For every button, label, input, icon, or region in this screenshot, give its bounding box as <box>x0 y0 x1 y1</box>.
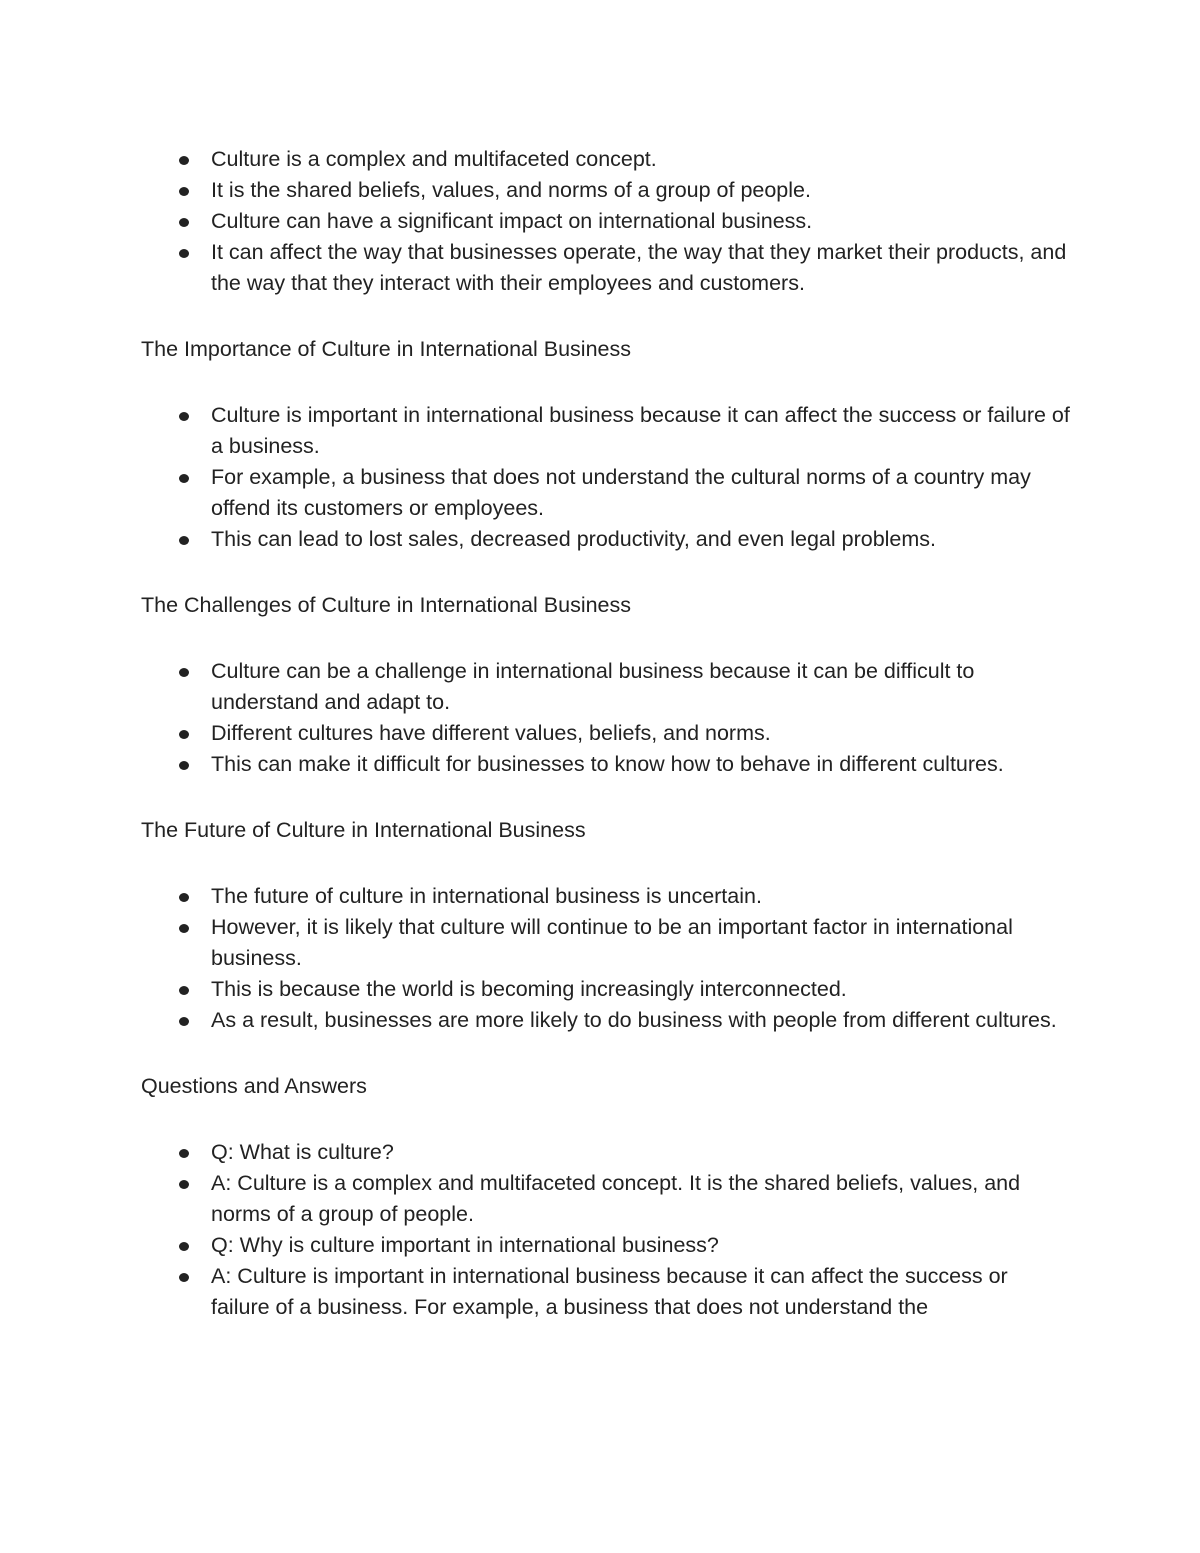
section-heading-qa: Questions and Answers <box>141 1074 367 1098</box>
document-body <box>141 144 1071 1323</box>
section-heading-future: The Future of Culture in International Business <box>141 818 586 842</box>
list-item-text: It can affect the way that businesses operate, the way that they market their products, and the way that they interact with their employees and customers. <box>211 240 1067 295</box>
list-item-text: It is the shared beliefs, values, and norms of a group of people. <box>211 178 811 202</box>
bullet-icon <box>179 1017 189 1026</box>
bullet-icon <box>179 474 189 483</box>
bullet-icon <box>179 668 189 677</box>
list-item <box>211 1168 1071 1230</box>
list-item <box>211 1230 1071 1261</box>
list-item-text: Culture can be a challenge in international business because it can be difficult to understand and adapt to. <box>211 659 975 714</box>
list-item <box>211 1137 1071 1168</box>
list-item <box>211 912 1071 974</box>
list-item <box>211 974 1071 1005</box>
bullet-icon <box>179 1273 189 1282</box>
bullet-icon <box>179 156 189 165</box>
list-item <box>211 237 1071 299</box>
bullet-icon <box>179 187 189 196</box>
list-item <box>211 524 1071 555</box>
intro-list <box>141 144 1071 299</box>
list-item-text: This can make it difficult for businesses to know how to behave in different cultures. <box>211 752 1004 776</box>
list-item <box>211 1005 1071 1036</box>
list-item-text: The future of culture in international business is uncertain. <box>211 884 762 908</box>
list-item <box>211 462 1071 524</box>
bullet-icon <box>179 218 189 227</box>
list-item-text: For example, a business that does not understand the cultural norms of a country may offend its customers or employees. <box>211 465 1031 520</box>
bullet-icon <box>179 536 189 545</box>
list-item <box>211 175 1071 206</box>
list-item-text: Culture is a complex and multifaceted concept. <box>211 147 657 171</box>
importance-list <box>141 400 1071 555</box>
bullet-icon <box>179 1242 189 1251</box>
section-heading-importance: The Importance of Culture in International Business <box>141 337 631 361</box>
list-item-text: As a result, businesses are more likely to do business with people from different cultures. <box>211 1008 1057 1032</box>
list-item-text: Q: What is culture? <box>211 1140 394 1164</box>
list-item-text: Q: Why is culture important in international business? <box>211 1233 719 1257</box>
list-item <box>211 144 1071 175</box>
bullet-icon <box>179 893 189 902</box>
list-item-text: A: Culture is important in international business because it can affect the success or failure of a business. For example, a business that does not understand the <box>211 1264 1008 1319</box>
list-item <box>211 718 1071 749</box>
list-item <box>211 881 1071 912</box>
list-item <box>211 1261 1071 1323</box>
qa-list <box>141 1137 1071 1323</box>
bullet-icon <box>179 249 189 258</box>
list-item-text: Culture is important in international business because it can affect the success or failure of a business. <box>211 403 1070 458</box>
bullet-icon <box>179 730 189 739</box>
list-item-text: Culture can have a significant impact on international business. <box>211 209 813 233</box>
list-item <box>211 206 1071 237</box>
list-item-text: This is because the world is becoming increasingly interconnected. <box>211 977 847 1001</box>
bullet-icon <box>179 1149 189 1158</box>
list-item <box>211 749 1071 780</box>
future-list <box>141 881 1071 1036</box>
list-item-text: This can lead to lost sales, decreased productivity, and even legal problems. <box>211 527 937 551</box>
bullet-icon <box>179 1180 189 1189</box>
list-item-text: Different cultures have different values, beliefs, and norms. <box>211 721 771 745</box>
bullet-icon <box>179 924 189 933</box>
section-heading-challenges: The Challenges of Culture in International Business <box>141 593 632 617</box>
list-item <box>211 656 1071 718</box>
bullet-icon <box>179 986 189 995</box>
list-item-text: However, it is likely that culture will continue to be an important factor in international business. <box>211 915 1013 970</box>
list-item-text: A: Culture is a complex and multifaceted concept. It is the shared beliefs, values, and norms of a group of people. <box>211 1171 1021 1226</box>
challenges-list <box>141 656 1071 780</box>
bullet-icon <box>179 761 189 770</box>
bullet-icon <box>179 412 189 421</box>
list-item <box>211 400 1071 462</box>
